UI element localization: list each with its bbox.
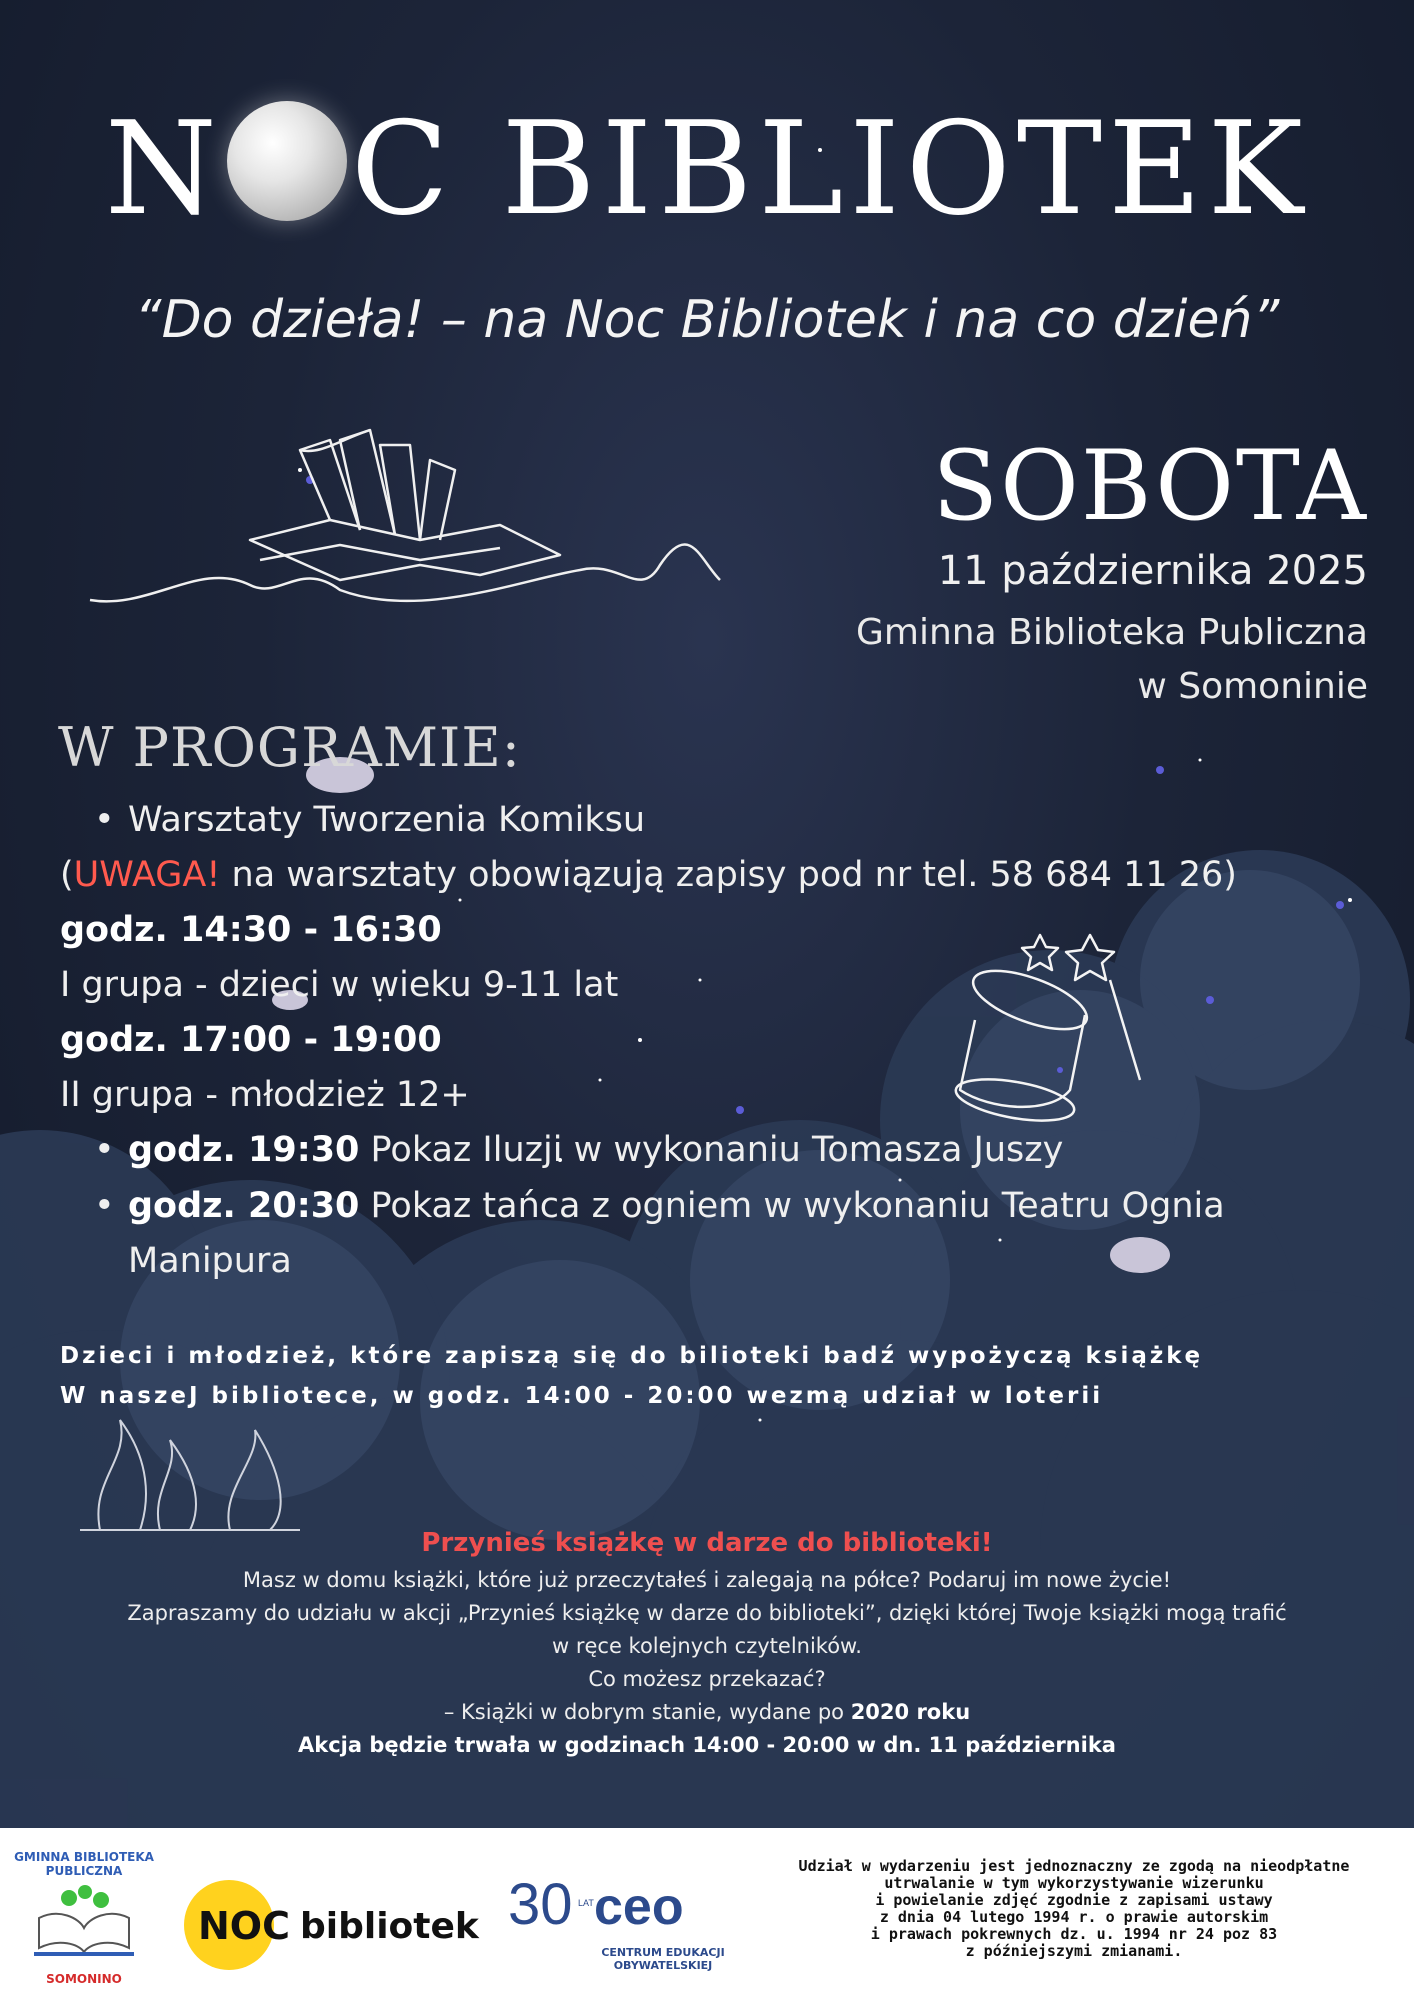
program-item-workshop: • Warsztaty Tworzenia Komiksu [128, 800, 645, 840]
group1-description: I grupa - dzieci w wieku 9-11 lat [60, 965, 619, 1005]
svg-text:LAT: LAT [578, 1898, 594, 1908]
group2-description: II grupa - młodzież 12+ [60, 1075, 470, 1115]
program-item-illusion: • godz. 19:30 Pokaz Iluzji w wykonaniu Tomasza Juszy [128, 1130, 1063, 1170]
footer: GMINNA BIBLIOTEKA PUBLICZNA SOMONINO NOC bibliotek 30 LAT ceo CENTRUM EDUKACJI OBYWATELSKIEJ Udział w wydarzeniu jest jednoznaczny ze zgodą na nieodpłatne utrwalanie w tym wykorzystywanie wizerunku i powielanie zdjęć zgodnie z zapisami ustawy z dnia 04 lutego 1994 r. o prawie autorskim i prawach pokrewnych dz. u. 1994 nr 24 poz 83 z późniejszymi zmianami. [0, 1828, 1414, 2000]
event-place-town: w Somoninie [1137, 666, 1368, 707]
group2-time: godz. 17:00 - 19:00 [60, 1020, 442, 1060]
donation-line4: Co możesz przekazać? [588, 1667, 826, 1691]
donation-line2: Zapraszamy do udziału w akcji „Przynieś książkę w darze do biblioteki”, dzięki której Twoje książki mogą trafić [127, 1601, 1287, 1625]
program-heading: W PROGRAMIE: [58, 716, 521, 779]
lottery-notice-line2: W naszeJ bibliotece, w godz. 14:00 - 20:00 wezmą udział w loterii [60, 1383, 1104, 1409]
open-book-icon [19, 1878, 149, 1968]
donation-line1: Masz w domu książki, które już przeczytałeś i zalegają na półce? Podaruj im nowe życie! [242, 1568, 1172, 1592]
event-date: 11 października 2025 [937, 548, 1368, 594]
donation-line6: Akcja będzie trwała w godzinach 14:00 - 20:00 w dn. 11 października [298, 1733, 1116, 1757]
group1-time: godz. 14:30 - 16:30 [60, 910, 442, 950]
svg-text:ceo: ceo [594, 1878, 684, 1936]
program-item-fire-dance-cont: Manipura [128, 1241, 292, 1281]
consent-notice: Udział w wydarzeniu jest jednoznaczny ze zgodą na nieodpłatne utrwalanie w tym wykorzystywanie wizerunku i powielanie zdjęć zgodnie z zapisami ustawy z dnia 04 lutego 1994 r. o prawie autorskim i prawach pokrewnych dz. u. 1994 nr 24 poz 83 z późniejszymi zmianami. [798, 1857, 1350, 1960]
registration-note: (UWAGA! na warsztaty obowiązują zapisy pod nr tel. 58 684 11 26) [60, 855, 1237, 895]
donation-line5: – Książki w dobrym stanie, wydane po 2020 roku [443, 1700, 971, 1724]
event-title: N C BIBLIOTEK [104, 95, 1310, 244]
ceo-mark-icon [508, 1866, 708, 1946]
warning-label: UWAGA! [73, 855, 221, 895]
event-subtitle: “Do dzieła! – na Noc Bibliotek i na co dzień” [134, 290, 1280, 350]
donation-title: Przynieś książkę w darze do biblioteki! [421, 1528, 993, 1558]
book-illustration [90, 430, 720, 601]
donation-line3: w ręce kolejnych czytelników. [552, 1634, 862, 1658]
svg-text:30: 30 [508, 1872, 573, 1937]
event-day: SOBOTA [932, 430, 1368, 542]
program-item-fire-dance: • godz. 20:30 Pokaz tańca z ogniem w wykonaniu Teatru Ognia [128, 1186, 1225, 1226]
ceo-logo: 30 LAT ceo CENTRUM EDUKACJI OBYWATELSKIEJ [508, 1866, 758, 1986]
library-logo: GMINNA BIBLIOTEKA PUBLICZNA SOMONINO [14, 1850, 154, 1986]
event-place: Gminna Biblioteka Publiczna [856, 612, 1368, 653]
moon-icon [227, 101, 347, 221]
lottery-notice-line1: Dzieci i młodzież, które zapiszą się do bilioteki badź wypożyczą książkę [60, 1343, 1204, 1369]
